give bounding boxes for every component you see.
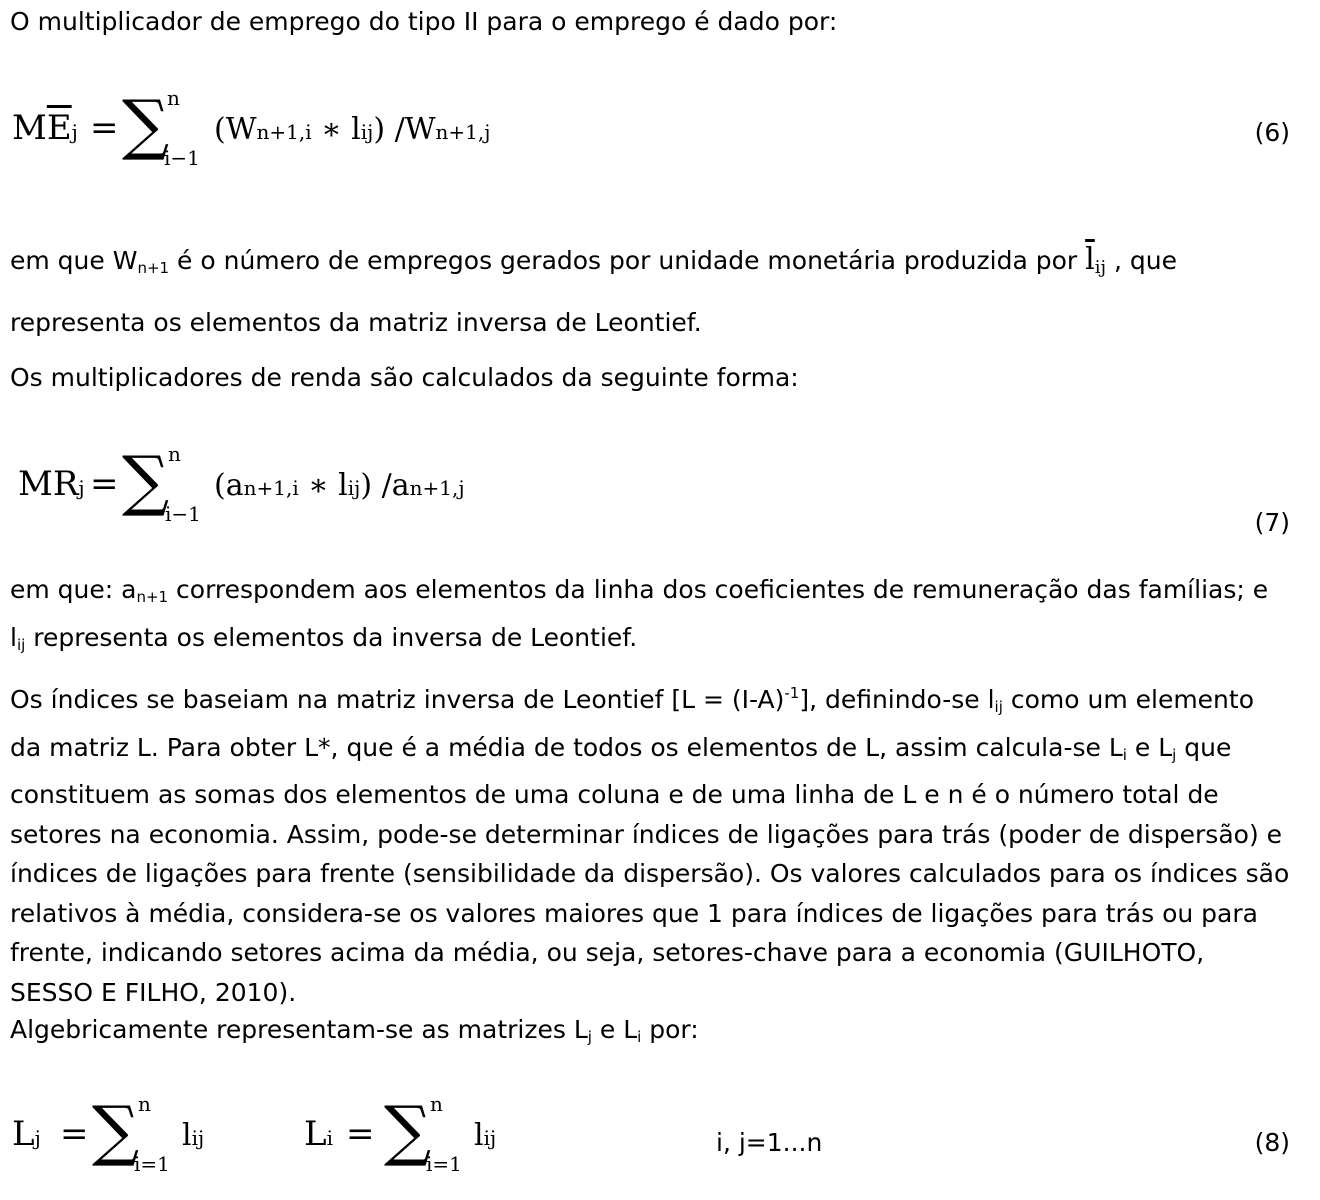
eq6-equals: = — [90, 108, 119, 148]
paragraph-w-definition: em que $W_{n+1}$ é o número de empregos gerados por unidade monetária produzida por $\overline{l}_{ij}$ , que representa os elementos da matriz inversa de Leontief. — [10, 242, 1178, 337]
paragraph-intro-employment: O multiplicador de emprego do tipo II para o emprego é dado por: — [10, 7, 838, 36]
equation-7 — [18, 442, 718, 538]
eq8-equals-1: = — [60, 1114, 89, 1154]
eq6-sum-top: n — [167, 86, 180, 110]
eq6-sum-bottom: i−1 — [164, 146, 200, 170]
eq6-sum-sign: ∑ — [122, 86, 170, 163]
paragraph-a-definition: em que: $a_{n+1}$ correspondem aos elementos da linha dos coeficientes de remuneração das famílias; e $l_{ij}$ representa os elementos da inversa de Leontief. — [10, 575, 1269, 654]
eq8-equals-2: = — [346, 1114, 375, 1154]
equation-7-number: (7) — [1254, 508, 1290, 537]
eq8-lhs2: L — [304, 1114, 327, 1154]
eq7-lhs: MR — [18, 464, 79, 504]
eq7-sum-top: n — [168, 442, 181, 466]
l-ij-symbol: $\overline{l}$ — [1085, 242, 1095, 277]
eq7-sum-bottom: i−1 — [165, 502, 201, 526]
eq7-sum-sign: ∑ — [122, 442, 170, 519]
eq7-body: (an+1,i ∗ lij) /an+1,j — [214, 468, 465, 503]
eq7-equals: = — [90, 464, 119, 504]
paragraph-algebraic: Algebricamente representam-se as matrizes $L_j$ e $L_i$ por: — [10, 1015, 699, 1046]
eq7-lhs-sub: j — [78, 476, 85, 500]
eq8-sum-sign-2: ∑ — [384, 1092, 432, 1169]
eq6-lhs-e: $\overline{E}$ — [46, 108, 72, 148]
eq6-lhs-m: M — [12, 108, 47, 148]
eq6-body: (Wn+1,i ∗ lij) /Wn+1,j — [214, 112, 491, 147]
eq8-sum-sign-1: ∑ — [92, 1092, 140, 1169]
equation-6 — [12, 86, 712, 182]
paragraph-linkage-indices: Os índices se baseiam na matriz inversa de Leontief $[L = (I-A)^{-1}]$, definindo-se $l_{ij}$ como um elemento da matriz L. Para obter L*, que é a média de todos os elementos de L, assim calcula-se $L_i$ e $L_j$ que constituem as somas dos elementos de uma coluna e de uma linha de L e n é o número total de setores na economia. Assim, pode-se determinar índices de ligações para trás (poder de dispersão) e índices de ligações para frente (sensibilidade da dispersão). Os valores calculados para os índices são relativos à média, considera-se os valores maiores que 1 para índices de ligações para trás ou para frente, indicando setores acima da média, ou seja, setores-chave para a economia (GUILHOTO, SESSO E FILHO, 2010). — [10, 684, 1290, 1007]
equation-6-number: (6) — [1254, 118, 1290, 147]
paragraph-income-multipliers: Os multiplicadores de renda são calculados da seguinte forma: — [10, 363, 799, 392]
equation-8-range: i, j=1...n — [716, 1128, 823, 1157]
equation-8: Lj = ∑ n i=1 lij Li = ∑ n i=1 lij — [12, 1092, 497, 1176]
equation-8-number: (8) — [1254, 1128, 1290, 1157]
eq8-lhs1: L — [12, 1114, 35, 1154]
eq6-lhs-sub: j — [71, 120, 78, 144]
